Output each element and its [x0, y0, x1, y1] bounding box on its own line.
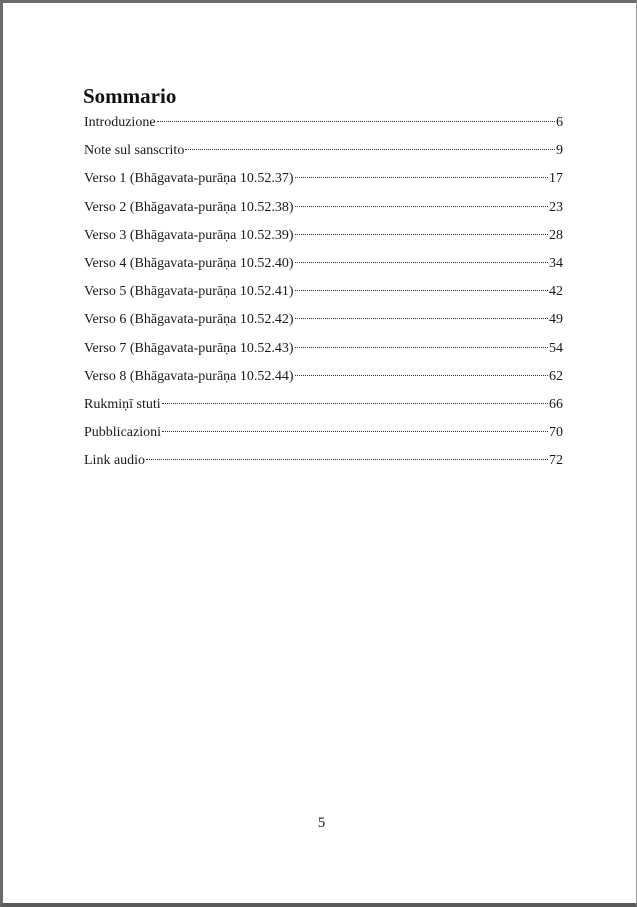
toc-entry-label: Verso 1 (Bhāgavata-purāṇa 10.52.37)	[84, 171, 294, 187]
toc-entry-verso-2[interactable]	[84, 194, 563, 222]
toc-entry-verso-1[interactable]	[84, 165, 563, 193]
toc-entry-label: Verso 6 (Bhāgavata-purāṇa 10.52.42)	[84, 312, 294, 328]
toc-entry-label: Verso 7 (Bhāgavata-purāṇa 10.52.43)	[84, 340, 294, 356]
toc-entry-rukmini-stuti[interactable]	[84, 391, 563, 419]
toc-entry-page: 49	[549, 312, 563, 328]
toc-entry-verso-3[interactable]	[84, 222, 563, 250]
toc-list	[84, 109, 563, 475]
toc-entry-label: Rukmiṇī stuti	[84, 396, 161, 412]
dot-leader	[295, 177, 548, 178]
dot-leader	[185, 149, 555, 150]
toc-entry-page: 66	[549, 396, 563, 412]
dot-leader	[157, 121, 555, 122]
dot-leader	[146, 459, 548, 460]
dot-leader	[295, 347, 548, 348]
toc-entry-page: 17	[549, 171, 563, 187]
dot-leader	[162, 431, 548, 432]
dot-leader	[295, 375, 548, 376]
toc-entry-introduzione[interactable]	[84, 109, 563, 137]
toc-entry-label: Verso 5 (Bhāgavata-purāṇa 10.52.41)	[84, 284, 294, 300]
toc-entry-page: 72	[549, 453, 563, 469]
toc-entry-page: 62	[549, 368, 563, 384]
dot-leader	[295, 206, 548, 207]
toc-entry-label: Verso 2 (Bhāgavata-purāṇa 10.52.38)	[84, 199, 294, 215]
toc-entry-verso-7[interactable]	[84, 335, 563, 363]
toc-title: Sommario	[83, 84, 177, 108]
toc-entry-note-sul-sanscrito[interactable]	[84, 137, 563, 165]
toc-entry-page: 34	[549, 255, 563, 271]
toc-entry-page: 42	[549, 284, 563, 300]
toc-entry-page: 6	[556, 115, 563, 130]
dot-leader	[162, 403, 548, 404]
toc-entry-page: 9	[556, 143, 563, 159]
toc-entry-pubblicazioni[interactable]	[84, 419, 563, 447]
page-number: 5	[317, 815, 326, 831]
toc-entry-verso-5[interactable]	[84, 278, 563, 306]
toc-entry-label: Note sul sanscrito	[84, 143, 185, 159]
dot-leader	[295, 318, 548, 319]
toc-entry-verso-8[interactable]	[84, 363, 563, 391]
toc-entry-link-audio[interactable]	[84, 447, 563, 475]
toc-entry-label: Verso 4 (Bhāgavata-purāṇa 10.52.40)	[84, 255, 294, 271]
toc-entry-label: Verso 8 (Bhāgavata-purāṇa 10.52.44)	[84, 368, 294, 384]
dot-leader	[295, 290, 548, 291]
toc-entry-label: Pubblicazioni	[84, 425, 161, 441]
toc-entry-page: 54	[549, 340, 563, 356]
toc-entry-label: Verso 3 (Bhāgavata-purāṇa 10.52.39)	[84, 227, 294, 243]
toc-entry-verso-4[interactable]	[84, 250, 563, 278]
toc-entry-label: Link audio	[84, 453, 146, 469]
toc-entry-page: 70	[549, 425, 563, 441]
toc-entry-page: 28	[549, 227, 563, 243]
toc-entry-page: 23	[549, 199, 563, 215]
dot-leader	[295, 262, 548, 263]
toc-entry-label: Introduzione	[84, 115, 156, 130]
toc-entry-verso-6[interactable]	[84, 306, 563, 334]
dot-leader	[295, 234, 548, 235]
